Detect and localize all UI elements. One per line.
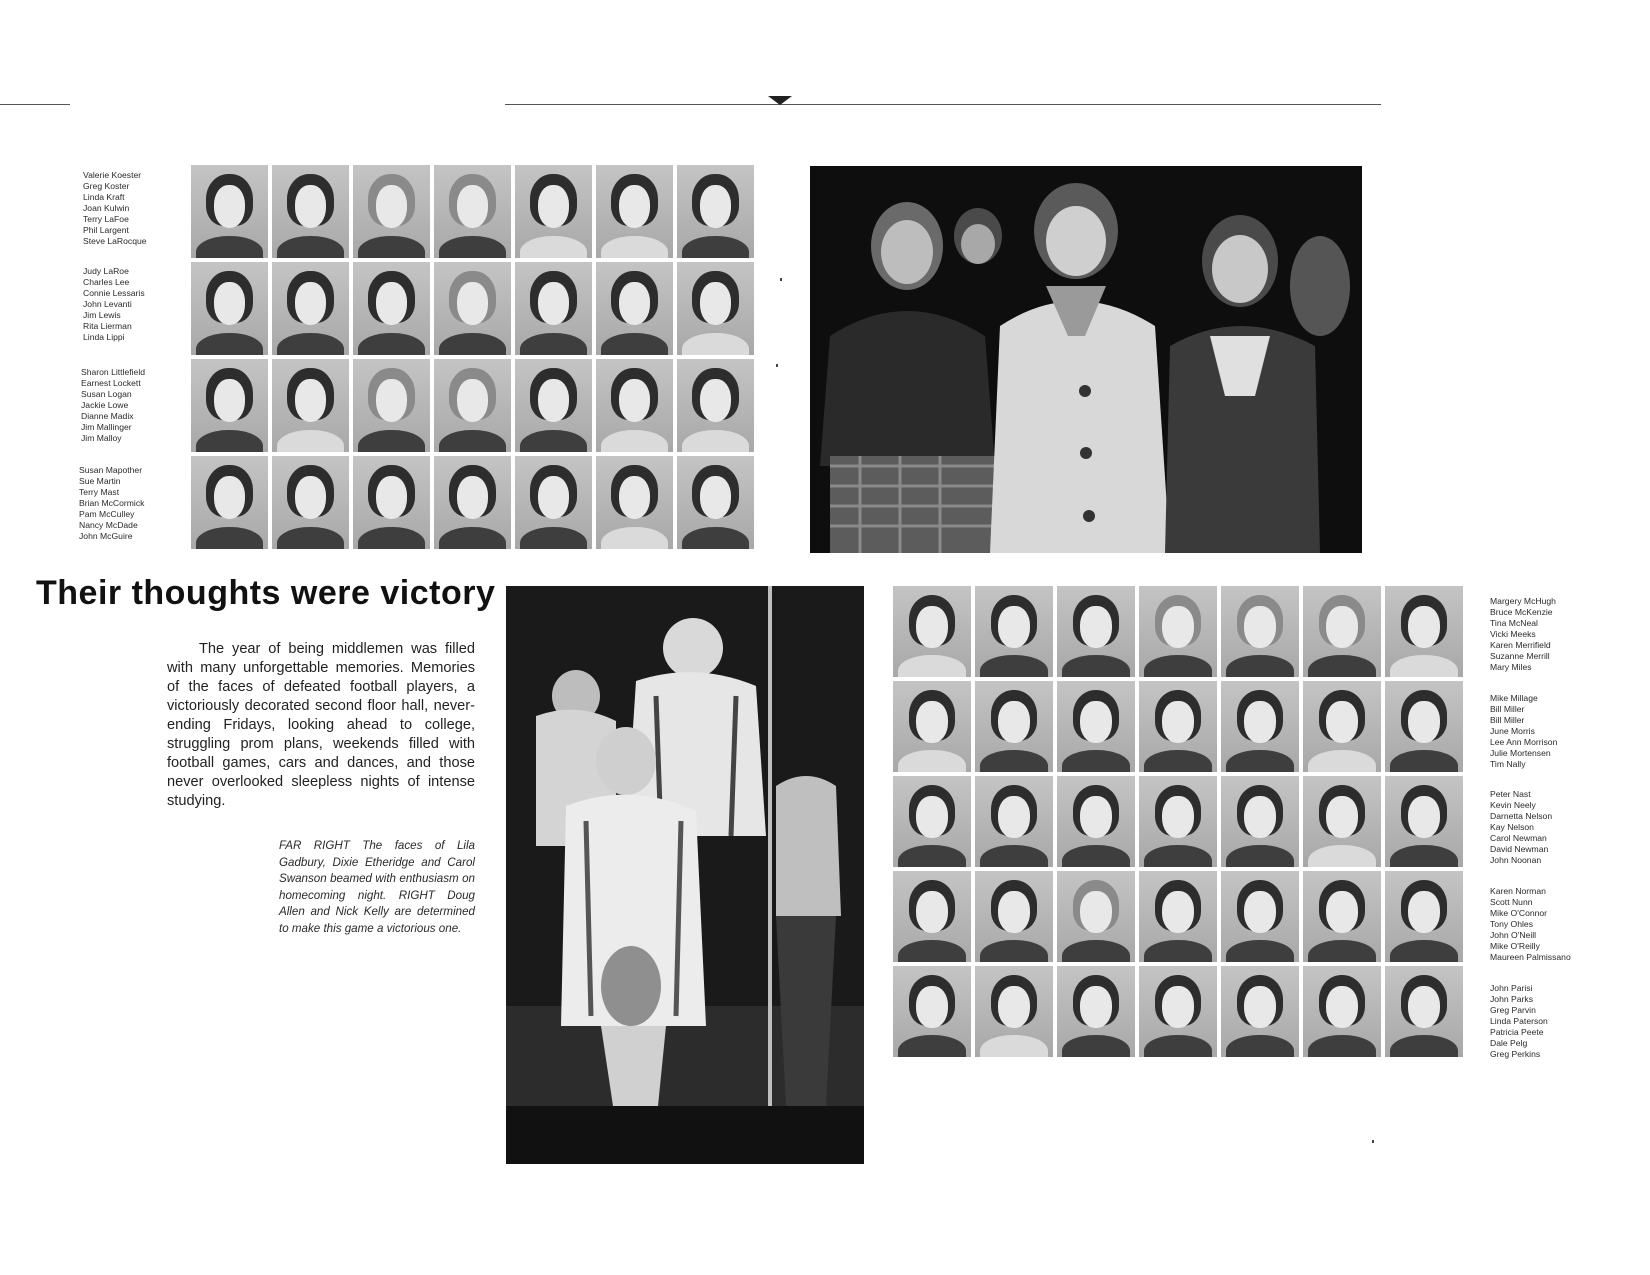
student-portrait	[596, 359, 673, 452]
student-portrait	[975, 776, 1053, 867]
portrait-face	[214, 282, 245, 325]
speck	[776, 364, 778, 367]
student-name: Suzanne Merrill	[1490, 651, 1550, 661]
student-name: Mary Miles	[1490, 662, 1532, 672]
portrait-face	[1244, 701, 1275, 743]
portrait-body	[898, 655, 967, 677]
student-name: Carol Newman	[1490, 833, 1547, 843]
student-name: John Noonan	[1490, 855, 1542, 865]
student-portrait	[975, 586, 1053, 677]
portrait-face	[619, 282, 650, 325]
student-name: Greg Perkins	[1490, 1049, 1541, 1059]
portrait-body	[358, 527, 426, 549]
student-name: Bill Miller	[1490, 704, 1525, 714]
student-portrait	[353, 165, 430, 258]
portrait-body	[1226, 655, 1295, 677]
student-portrait	[434, 456, 511, 549]
portrait-body	[520, 333, 588, 355]
portrait-face	[538, 282, 569, 325]
portrait-body	[1226, 750, 1295, 772]
student-name: Greg Parvin	[1490, 1005, 1536, 1015]
portrait-face	[1080, 986, 1111, 1028]
portrait-face	[376, 282, 407, 325]
portrait-body	[682, 527, 750, 549]
student-portrait	[1221, 966, 1299, 1057]
student-name: Kay Nelson	[1490, 822, 1534, 832]
portrait-body	[1308, 940, 1377, 962]
portrait-body	[1390, 655, 1459, 677]
portrait-face	[376, 476, 407, 519]
portrait-face	[1408, 796, 1439, 838]
portrait-body	[1062, 750, 1131, 772]
student-name: Karen Merrifield	[1490, 640, 1551, 650]
portrait-face	[700, 379, 731, 422]
student-portrait	[272, 456, 349, 549]
portrait-body	[1144, 750, 1213, 772]
portrait-face	[295, 185, 326, 228]
student-name: Earnest Lockett	[81, 378, 141, 388]
student-portrait	[1303, 966, 1381, 1057]
student-portrait	[677, 359, 754, 452]
portrait-body	[520, 527, 588, 549]
student-name: Linda Paterson	[1490, 1016, 1548, 1026]
student-portrait	[1057, 966, 1135, 1057]
student-name: David Newman	[1490, 844, 1549, 854]
student-portrait	[515, 165, 592, 258]
student-portrait	[272, 359, 349, 452]
name-list-left-row-2	[83, 266, 145, 343]
name-list-right-row-2	[1490, 693, 1557, 770]
student-name: John Levanti	[83, 299, 132, 309]
portrait-face	[1326, 891, 1357, 933]
portrait-face	[619, 379, 650, 422]
portrait-face	[916, 891, 947, 933]
student-portrait	[191, 456, 268, 549]
portrait-body	[682, 236, 750, 258]
portrait-body	[898, 750, 967, 772]
student-name: Mike O'Connor	[1490, 908, 1548, 918]
student-portrait	[1139, 586, 1217, 677]
portrait-body	[1144, 845, 1213, 867]
portrait-face	[1080, 891, 1111, 933]
name-list-right-row-5	[1490, 983, 1548, 1060]
portrait-face	[998, 796, 1029, 838]
portrait-face	[214, 379, 245, 422]
name-list-left-row-1	[83, 170, 147, 247]
student-portrait	[1221, 776, 1299, 867]
portrait-face	[1162, 891, 1193, 933]
portrait-body	[1390, 750, 1459, 772]
portrait-face	[376, 185, 407, 228]
student-name: Pam McCulley	[79, 509, 135, 519]
student-name: Joan Kulwin	[83, 203, 130, 213]
portrait-body	[358, 333, 426, 355]
student-portrait	[893, 871, 971, 962]
student-name: Margery McHugh	[1490, 596, 1556, 606]
portrait-grid-left	[191, 165, 754, 549]
student-portrait	[975, 681, 1053, 772]
portrait-body	[1226, 1035, 1295, 1057]
speck	[1372, 1140, 1374, 1143]
portrait-face	[457, 185, 488, 228]
portrait-body	[1062, 845, 1131, 867]
student-portrait	[272, 262, 349, 355]
portrait-body	[1062, 1035, 1131, 1057]
portrait-body	[277, 430, 345, 452]
student-name: Mike Millage	[1490, 693, 1538, 703]
portrait-face	[700, 185, 731, 228]
portrait-face	[916, 986, 947, 1028]
portrait-face	[295, 476, 326, 519]
homecoming-photo-art	[810, 166, 1362, 553]
student-portrait	[353, 262, 430, 355]
student-name: Nancy McDade	[79, 520, 138, 530]
portrait-face	[998, 891, 1029, 933]
portrait-face	[1080, 701, 1111, 743]
portrait-face	[457, 379, 488, 422]
portrait-face	[916, 606, 947, 648]
student-name: Terry LaFoe	[83, 214, 129, 224]
portrait-body	[439, 236, 507, 258]
portrait-face	[998, 701, 1029, 743]
portrait-face	[1408, 986, 1439, 1028]
name-list-right-row-1	[1490, 596, 1556, 673]
portrait-body	[980, 1035, 1049, 1057]
student-portrait	[596, 262, 673, 355]
student-name: John O'Neill	[1490, 930, 1537, 940]
student-portrait	[515, 262, 592, 355]
student-portrait	[515, 359, 592, 452]
portrait-body	[601, 527, 669, 549]
portrait-body	[898, 845, 967, 867]
portrait-body	[1390, 940, 1459, 962]
portrait-grid-right	[893, 586, 1463, 1057]
student-name: Sharon Littlefield	[81, 367, 146, 377]
portrait-body	[196, 430, 264, 452]
portrait-face	[1162, 796, 1193, 838]
body-paragraph: The year of being middlemen was filled with many unforgettable memories. Memories of the faces of defeated football players, a victoriously decorated second floor hall, never-ending Fridays, looking ahead to college, struggling prom plans, weekends filled with football games, cars and dances, and those never overlooked sleepless nights of intense studying.	[167, 641, 475, 809]
name-list-right-row-3	[1490, 789, 1552, 866]
student-name: Connie Lessaris	[83, 288, 145, 298]
student-portrait	[1057, 586, 1135, 677]
portrait-face	[1408, 891, 1439, 933]
student-portrait	[1385, 681, 1463, 772]
portrait-body	[1308, 1035, 1377, 1057]
student-name: John Parks	[1490, 994, 1533, 1004]
portrait-body	[980, 750, 1049, 772]
student-name: Greg Koster	[83, 181, 130, 191]
portrait-body	[601, 236, 669, 258]
portrait-face	[1326, 606, 1357, 648]
student-name: Lee Ann Morrison	[1490, 737, 1558, 747]
portrait-body	[682, 333, 750, 355]
student-portrait	[1385, 776, 1463, 867]
student-name: Phil Largent	[83, 225, 129, 235]
student-portrait	[1303, 681, 1381, 772]
football-photo-art	[506, 586, 864, 1164]
portrait-body	[682, 430, 750, 452]
portrait-body	[898, 1035, 967, 1057]
portrait-face	[1326, 796, 1357, 838]
student-name: Terry Mast	[79, 487, 120, 497]
student-portrait	[1221, 871, 1299, 962]
portrait-face	[916, 701, 947, 743]
speck	[780, 278, 782, 281]
student-name: Mike O'Reilly	[1490, 941, 1540, 951]
portrait-face	[700, 282, 731, 325]
portrait-face	[998, 606, 1029, 648]
student-portrait	[975, 871, 1053, 962]
student-name: Vicki Meeks	[1490, 629, 1536, 639]
student-portrait	[191, 359, 268, 452]
portrait-face	[1326, 986, 1357, 1028]
portrait-body	[358, 430, 426, 452]
portrait-body	[1308, 655, 1377, 677]
portrait-body	[277, 333, 345, 355]
student-portrait	[191, 165, 268, 258]
student-portrait	[272, 165, 349, 258]
portrait-face	[457, 476, 488, 519]
student-name: Scott Nunn	[1490, 897, 1533, 907]
student-portrait	[515, 456, 592, 549]
portrait-body	[980, 940, 1049, 962]
student-name: Jim Malloy	[81, 433, 122, 443]
student-portrait	[353, 456, 430, 549]
portrait-face	[538, 379, 569, 422]
portrait-body	[1144, 1035, 1213, 1057]
portrait-body	[196, 527, 264, 549]
portrait-face	[700, 476, 731, 519]
portrait-body	[980, 655, 1049, 677]
student-portrait	[893, 776, 971, 867]
student-portrait	[1221, 681, 1299, 772]
student-portrait	[1139, 871, 1217, 962]
portrait-face	[1244, 986, 1275, 1028]
portrait-body	[1062, 940, 1131, 962]
portrait-face	[998, 986, 1029, 1028]
name-list-left-row-4	[79, 465, 144, 542]
homecoming-photo	[810, 166, 1362, 553]
portrait-body	[898, 940, 967, 962]
student-portrait	[434, 359, 511, 452]
portrait-body	[1144, 655, 1213, 677]
portrait-face	[1326, 701, 1357, 743]
student-name: Julie Mortensen	[1490, 748, 1551, 758]
student-name: Steve LaRocque	[83, 236, 147, 246]
student-name: Susan Logan	[81, 389, 132, 399]
portrait-body	[1390, 1035, 1459, 1057]
portrait-body	[439, 527, 507, 549]
student-name: Kevin Neely	[1490, 800, 1536, 810]
portrait-face	[1080, 796, 1111, 838]
portrait-face	[1244, 891, 1275, 933]
student-portrait	[1221, 586, 1299, 677]
portrait-face	[1244, 796, 1275, 838]
portrait-body	[196, 236, 264, 258]
student-portrait	[1139, 776, 1217, 867]
portrait-face	[295, 379, 326, 422]
portrait-body	[1308, 750, 1377, 772]
student-name: June Morris	[1490, 726, 1535, 736]
portrait-face	[538, 185, 569, 228]
portrait-face	[457, 282, 488, 325]
student-portrait	[1057, 681, 1135, 772]
portrait-face	[295, 282, 326, 325]
student-portrait	[434, 165, 511, 258]
student-portrait	[1303, 871, 1381, 962]
portrait-face	[1408, 701, 1439, 743]
student-portrait	[1385, 586, 1463, 677]
portrait-face	[619, 476, 650, 519]
student-name: Patricia Peete	[1490, 1027, 1544, 1037]
top-rule-left	[0, 104, 70, 105]
student-name: Tim Nally	[1490, 759, 1526, 769]
student-name: Jackie Lowe	[81, 400, 129, 410]
portrait-body	[601, 333, 669, 355]
portrait-body	[980, 845, 1049, 867]
portrait-body	[439, 333, 507, 355]
portrait-body	[277, 236, 345, 258]
student-portrait	[1303, 776, 1381, 867]
student-name: John McGuire	[79, 531, 133, 541]
portrait-body	[1226, 845, 1295, 867]
student-portrait	[893, 681, 971, 772]
student-portrait	[191, 262, 268, 355]
portrait-face	[1162, 701, 1193, 743]
student-portrait	[893, 966, 971, 1057]
student-portrait	[1303, 586, 1381, 677]
portrait-body	[277, 527, 345, 549]
student-portrait	[596, 456, 673, 549]
portrait-face	[1162, 606, 1193, 648]
portrait-body	[358, 236, 426, 258]
student-name: Valerie Koester	[83, 170, 142, 180]
portrait-body	[439, 430, 507, 452]
portrait-body	[1226, 940, 1295, 962]
portrait-face	[376, 379, 407, 422]
student-name: Linda Lippi	[83, 332, 125, 342]
portrait-face	[619, 185, 650, 228]
portrait-face	[1408, 606, 1439, 648]
student-name: Dale Pelg	[1490, 1038, 1528, 1048]
student-name: Sue Martin	[79, 476, 121, 486]
photo-caption: FAR RIGHT The faces of Lila Gadbury, Dixie Etheridge and Carol Swanson beamed with enthusiasm on homecoming night. RIGHT Doug Allen and Nick Kelly are determined to make this game a victorious one.	[279, 839, 475, 935]
student-portrait	[353, 359, 430, 452]
student-portrait	[677, 165, 754, 258]
football-photo	[506, 586, 864, 1164]
student-portrait	[1139, 966, 1217, 1057]
page-title: Their thoughts were victory	[36, 574, 496, 612]
portrait-body	[1062, 655, 1131, 677]
portrait-face	[1244, 606, 1275, 648]
gutter-mark	[768, 96, 792, 105]
portrait-body	[520, 236, 588, 258]
student-name: Tony Ohles	[1490, 919, 1533, 929]
student-portrait	[1385, 871, 1463, 962]
student-name: Karen Norman	[1490, 886, 1546, 896]
portrait-body	[196, 333, 264, 355]
student-portrait	[975, 966, 1053, 1057]
student-name: Bruce McKenzie	[1490, 607, 1553, 617]
name-list-right-row-4	[1490, 886, 1571, 963]
student-name: Bill Miller	[1490, 715, 1525, 725]
portrait-face	[1080, 606, 1111, 648]
name-list-left-row-3	[81, 367, 145, 444]
portrait-body	[1308, 845, 1377, 867]
student-portrait	[677, 262, 754, 355]
student-name: Rita Lierman	[83, 321, 132, 331]
student-portrait	[596, 165, 673, 258]
portrait-face	[1162, 986, 1193, 1028]
student-name: Maureen Palmissano	[1490, 952, 1571, 962]
student-portrait	[893, 586, 971, 677]
student-name: Peter Nast	[1490, 789, 1531, 799]
student-name: Linda Kraft	[83, 192, 125, 202]
student-portrait	[1139, 681, 1217, 772]
student-portrait	[677, 456, 754, 549]
student-name: Charles Lee	[83, 277, 130, 287]
student-name: Tina McNeal	[1490, 618, 1538, 628]
portrait-body	[1390, 845, 1459, 867]
student-portrait	[434, 262, 511, 355]
portrait-body	[1144, 940, 1213, 962]
student-name: Susan Mapother	[79, 465, 143, 475]
portrait-face	[214, 185, 245, 228]
student-name: Darnetta Nelson	[1490, 811, 1553, 821]
top-rule-spread	[505, 104, 1381, 105]
student-name: Brian McCormick	[79, 498, 145, 508]
student-portrait	[1057, 871, 1135, 962]
portrait-body	[520, 430, 588, 452]
student-name: Jim Lewis	[83, 310, 121, 320]
portrait-face	[916, 796, 947, 838]
student-name: Dianne Madix	[81, 411, 134, 421]
student-name: John Parisi	[1490, 983, 1533, 993]
portrait-body	[601, 430, 669, 452]
portrait-face	[214, 476, 245, 519]
portrait-face	[538, 476, 569, 519]
student-portrait	[1385, 966, 1463, 1057]
student-name: Jim Mallinger	[81, 422, 132, 432]
student-portrait	[1057, 776, 1135, 867]
student-name: Judy LaRoe	[83, 266, 129, 276]
